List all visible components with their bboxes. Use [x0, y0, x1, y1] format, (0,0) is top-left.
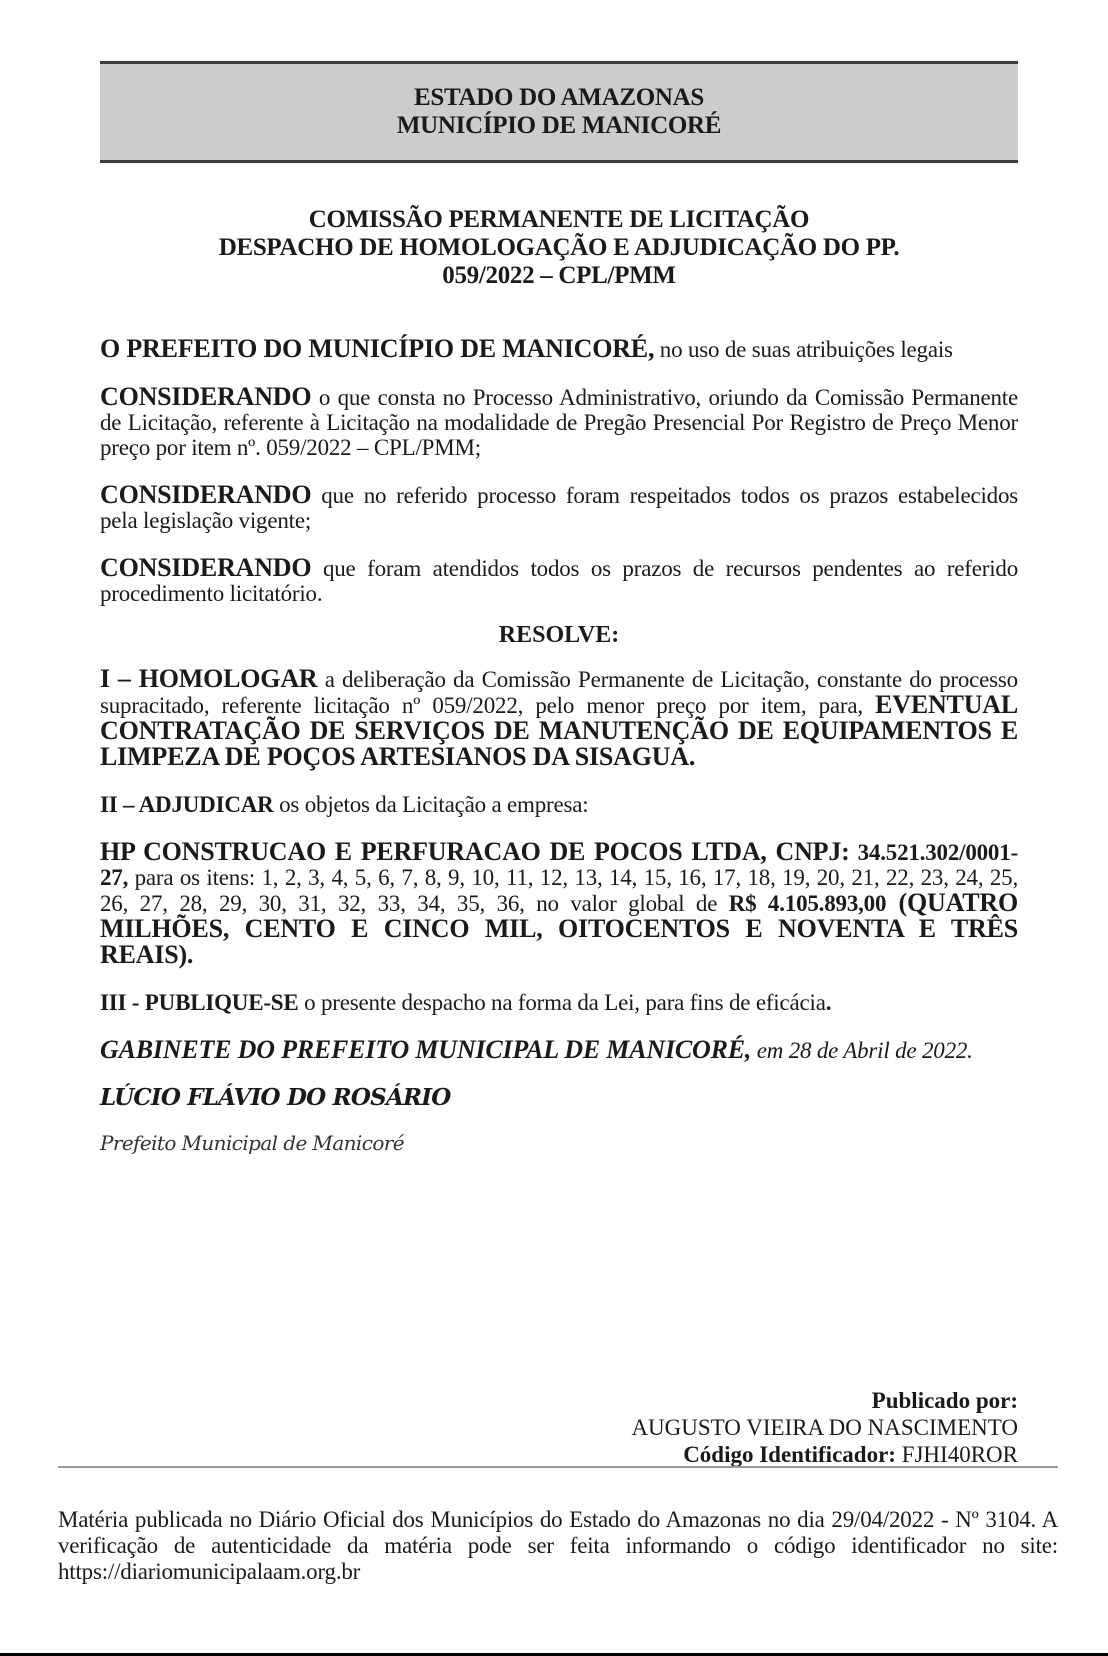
considerando-label: CONSIDERANDO	[100, 480, 312, 509]
title-dispatch: DESPACHO DE HOMOLOGAÇÃO E ADJUDICAÇÃO DO PP.	[218, 234, 900, 261]
published-by-label: Publicado por:	[871, 1388, 1018, 1413]
footer-divider	[58, 1466, 1058, 1468]
adjudicar-text: os objetos da Licitação a empresa:	[273, 792, 589, 817]
identifier-code-label: Código Identificador:	[683, 1442, 896, 1467]
global-value-words: (QUATRO MILHÕES, CENTO E CINCO MIL, OITOCENTOS E NOVENTA E TRÊS REAIS).	[100, 888, 1019, 969]
document-body	[100, 336, 1018, 1175]
homologar-text: a deliberação da Comissão Permanente de Licitação, constante do processo supracitado, referente licitação nº 059/2022, pelo menor preço por item, para,	[100, 667, 1018, 718]
footer-note: Matéria publicada no Diário Oficial dos Municípios do Estado do Amazonas no dia 29/04/2022 - Nº 3104. A verificação de autenticidade da matéria pode ser feita informando o código identificador no site: https://diariomunicipalaam.org.br	[58, 1507, 1058, 1584]
publisher-name: AUGUSTO VIEIRA DO NASCIMENTO	[631, 1415, 1018, 1440]
publique-text: o presente despacho na forma da Lei, para fins de eficácia	[298, 990, 826, 1015]
publique-end: .	[825, 990, 832, 1015]
resolve-heading: RESOLVE:	[498, 622, 620, 648]
signatory-role: Prefeito Municipal de Manicoré	[100, 1131, 404, 1155]
homologar-object: EVENTUAL CONTRATAÇÃO DE SERVIÇOS DE MANUTENÇÃO DE EQUIPAMENTOS E LIMPEZA DE POÇOS ARTESIANOS DA SISAGUA.	[100, 690, 1018, 771]
considerando-paragraph	[100, 555, 1018, 606]
publication-info	[631, 1387, 1018, 1468]
adjudicar-label: II – ADJUDICAR	[100, 792, 274, 817]
identifier-code: FJHI40ROR	[895, 1442, 1018, 1467]
gabinete-paragraph	[100, 1037, 1018, 1063]
global-value: R$ 4.105.893,00	[728, 891, 887, 916]
considerando-label: CONSIDERANDO	[100, 553, 312, 582]
header-state: ESTADO DO AMAZONAS	[413, 84, 704, 111]
intro-text: no uso de suas atribuições legais	[654, 337, 953, 362]
signatory-name: LÚCIO FLÁVIO DO ROSÁRIO	[100, 1084, 451, 1111]
company-paragraph	[100, 839, 1018, 968]
considerando-text: que foram atendidos todos os prazos de recursos pendentes ao referido procedimento licitatório.	[100, 556, 1018, 606]
considerando-text: que no referido processo foram respeitados todos os prazos estabelecidos pela legislação vigente;	[100, 483, 1018, 533]
company-name: HP CONSTRUCAO E PERFURACAO DE POCOS LTDA, CNPJ:	[100, 837, 850, 866]
identifier-code-line	[631, 1441, 1018, 1468]
company-items: para os itens: 1, 2, 3, 4, 5, 6, 7, 8, 9, 10, 11, 12, 13, 14, 15, 16, 17, 18, 19, 20, 21, 22, 23, 24, 25, 26, 27, 28, 29, 30, 31, 32, 33, 34, 35, 36, no valor global de	[100, 865, 1018, 916]
publique-label: III - PUBLIQUE-SE	[100, 990, 299, 1015]
header-municipality: MUNICÍPIO DE MANICORÉ	[396, 112, 722, 139]
considerando-label: CONSIDERANDO	[100, 382, 312, 411]
item-adjudicar	[100, 792, 1018, 817]
gabinete-label: GABINETE DO PREFEITO MUNICIPAL DE MANICORÉ,	[100, 1035, 752, 1064]
document-title	[100, 206, 1018, 290]
considerando-paragraph	[100, 384, 1018, 460]
document-header	[100, 61, 1018, 163]
item-publique	[100, 990, 1018, 1015]
homologar-label: I – HOMOLOGAR	[100, 664, 318, 693]
item-homologar	[100, 666, 1018, 770]
title-process-number: 059/2022 – CPL/PMM	[442, 262, 676, 289]
intro-bold: O PREFEITO DO MUNICÍPIO DE MANICORÉ,	[100, 334, 655, 363]
considerando-text: o que consta no Processo Administrativo, oriundo da Comissão Permanente de Licitação, referente à Licitação na modalidade de Pregão Presencial Por Registro de Preço Menor preço por item nº. 059/2022 – CPL/PMM;	[100, 385, 1018, 460]
company-cnpj: 34.521.302/0001-27,	[100, 840, 1018, 890]
intro-paragraph	[100, 336, 1018, 362]
considerando-paragraph	[100, 482, 1018, 533]
title-commission: COMISSÃO PERMANENTE DE LICITAÇÃO	[308, 206, 810, 233]
gabinete-date: em 28 de Abril de 2022.	[751, 1038, 973, 1063]
